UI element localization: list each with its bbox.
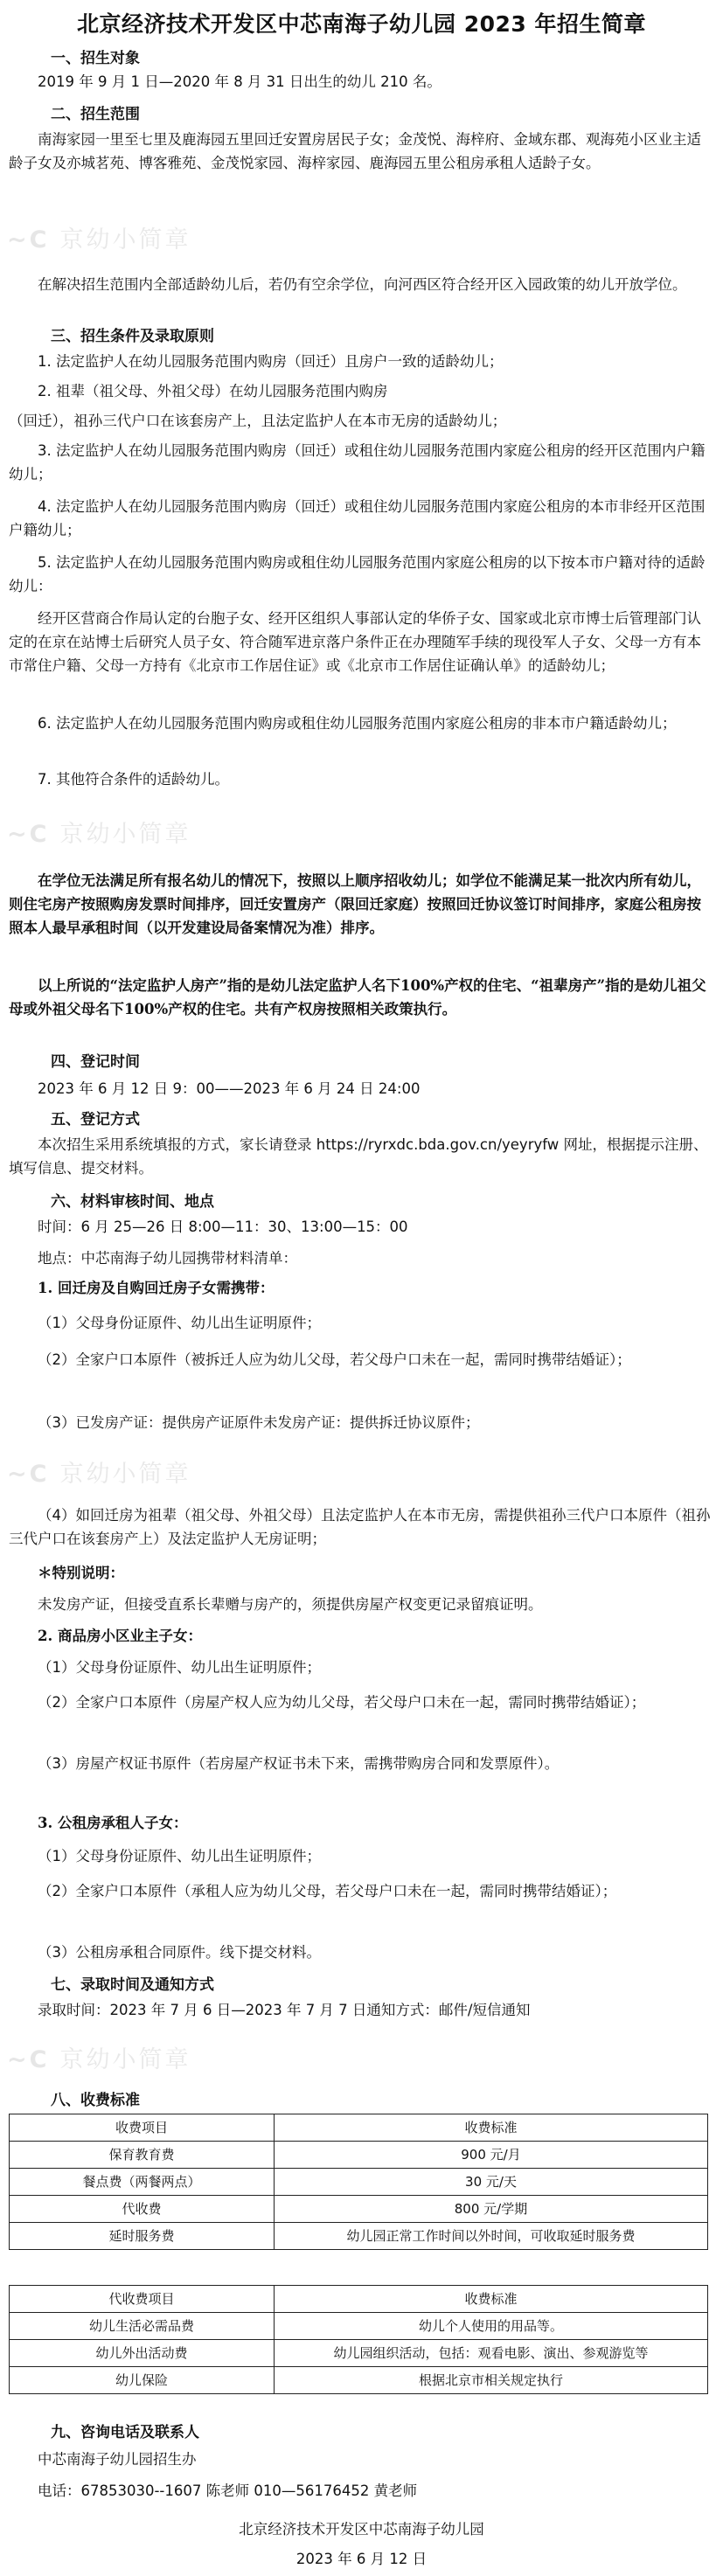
table-row xyxy=(10,2313,708,2340)
table-row xyxy=(10,2223,708,2250)
page-title: 北京经济技术开发区中芯南海子幼儿园 2023 年招生简章 xyxy=(77,11,646,37)
table-cell: 延时服务费 xyxy=(10,2223,275,2250)
table-cell: 幼儿生活必需品费 xyxy=(10,2313,275,2340)
condition-item: （回迁），祖孙三代户口在该套房产上，且法定监护人在本市无房的适龄幼儿； xyxy=(9,413,507,429)
table-cell: 幼儿园正常工作时间以外时间，可收取延时服务费 xyxy=(275,2223,708,2250)
section-heading-admission-notice: 七、录取时间及通知方式 xyxy=(51,1976,214,1994)
section-heading-registration-time: 四、登记时间 xyxy=(51,1053,140,1071)
special-note-text: 未发房产证，但接受直系长辈赠与房产的，须提供房屋产权变更记录留痕证明。 xyxy=(38,1596,543,1613)
table-cell: 保育教育费 xyxy=(10,2142,275,2169)
table-cell: 幼儿外出活动费 xyxy=(10,2340,275,2367)
table-cell: 餐点费（两餐两点） xyxy=(10,2169,275,2196)
condition-item: 5. 法定监护人在幼儿园服务范围内购房或租住幼儿园服务范围内家庭公租房的以下按本市户籍对待的适龄幼儿： xyxy=(9,554,706,594)
enrollment-scope-extra: 在解决招生范围内全部适龄幼儿后，若仍有空余学位，向河西区符合经开区入园政策的幼儿开放学位。 xyxy=(38,276,687,293)
watermark-text: 京幼小简章 xyxy=(59,821,191,848)
section-heading-contact: 九、咨询电话及联系人 xyxy=(51,2424,199,2441)
watermark xyxy=(7,220,191,254)
watermark-logo-icon: ~C xyxy=(7,1461,50,1488)
review-place-text: 地点：中芯南海子幼儿园携带材料清单： xyxy=(38,1250,297,1267)
material-item: （2）全家户口本原件（承租人应为幼儿父母，若父母户口未在一起，需同时携带结婚证）； xyxy=(38,1883,617,1899)
watermark xyxy=(7,815,191,849)
footer-date: 2023 年 6 月 12 日 xyxy=(295,2551,428,2567)
table-row xyxy=(10,2169,708,2196)
review-time-text: 时间：6 月 25—26 日 8:00—11：30、13:00—15：00 xyxy=(38,1219,408,1235)
footer-org: 北京经济技术开发区中芯南海子幼儿园 xyxy=(239,2521,484,2538)
material-item: （2）全家户口本原件（房屋产权人应为幼儿父母，若父母户口未在一起，需同时携带结婚证）； xyxy=(38,1694,646,1711)
table-row xyxy=(10,2196,708,2223)
table-header-cell: 收费标准 xyxy=(275,2114,708,2142)
table-row xyxy=(10,2367,708,2394)
table-cell: 幼儿保险 xyxy=(10,2367,275,2394)
material-item: （2）全家户口本原件（被拆迁人应为幼儿父母，若父母户口未在一起，需同时携带结婚证）； xyxy=(38,1351,631,1368)
category-title: 3. 公租房承租人子女： xyxy=(38,1815,188,1831)
enrollment-scope-text: 南海家园一里至七里及鹿海园五里回迁安置房居民子女；金茂悦、海梓府、金域东郡、观海苑小区业主适龄子女及亦城茗苑、博客雅苑、金茂悦家园、海梓家园、鹿海园五里公租房承租人适龄子女。 xyxy=(9,131,701,171)
section-heading-registration-method: 五、登记方式 xyxy=(51,1111,140,1128)
table-cell: 代收费 xyxy=(10,2196,275,2223)
section-heading-fees: 八、收费标准 xyxy=(51,2092,140,2109)
table-header-cell: 收费项目 xyxy=(10,2114,275,2142)
section-heading-material-review: 六、材料审核时间、地点 xyxy=(51,1193,214,1211)
watermark-logo-icon: ~C xyxy=(7,2046,50,2073)
fee-table xyxy=(9,2114,708,2250)
category-title: 1. 回迁房及自购回迁房子女需携带： xyxy=(38,1280,275,1296)
table-header-cell: 代收费项目 xyxy=(10,2286,275,2313)
condition-item: 1. 法定监护人在幼儿园服务范围内购房（回迁）且房户一致的适龄幼儿； xyxy=(38,353,504,370)
table-cell: 幼儿个人使用的用品等。 xyxy=(275,2313,708,2340)
table-cell: 900 元/月 xyxy=(275,2142,708,2169)
contact-phone: 电话：67853030--1607 陈老师 010—56176452 黄老师 xyxy=(38,2482,418,2499)
watermark-text: 京幼小简章 xyxy=(59,226,191,253)
special-note-label: ＊特别说明： xyxy=(38,1565,124,1581)
contact-office: 中芯南海子幼儿园招生办 xyxy=(38,2451,197,2468)
table-header-row xyxy=(10,2286,708,2313)
table-row xyxy=(10,2142,708,2169)
watermark-text: 京幼小简章 xyxy=(59,1461,191,1488)
condition-item: 3. 法定监护人在幼儿园服务范围内购房（回迁）或租住幼儿园服务范围内家庭公租房的经开区范围内户籍幼儿； xyxy=(9,442,706,483)
condition-item: 6. 法定监护人在幼儿园服务范围内购房或租住幼儿园服务范围内家庭公租房的非本市户籍适龄幼儿； xyxy=(38,715,677,732)
section-heading-enrollment-target: 一、招生对象 xyxy=(51,50,140,67)
condition-item: 4. 法定监护人在幼儿园服务范围内购房（回迁）或租住幼儿园服务范围内家庭公租房的本市非经开区范围户籍幼儿； xyxy=(9,498,706,538)
admission-order-note: 在学位无法满足所有报名幼儿的情况下，按照以上顺序招收幼儿；如学位不能满足某一批次内所有幼儿，则住宅房产按照购房发票时间排序，回迁安置房产（限回迁家庭）按照回迁协议签订时间排序，家庭公租房按照本人最早承租时间（以开发建设局备案情况为准）排序。 xyxy=(9,872,701,936)
collected-fee-table xyxy=(9,2285,708,2394)
table-cell: 800 元/学期 xyxy=(275,2196,708,2223)
condition-item: 经开区营商合作局认定的台胞子女、经开区组织人事部认定的华侨子女、国家或北京市博士后管理部门认定的在京在站博士后研究人员子女、符合随军进京落户条件正在办理随军手续的现役军人子女、父母一方有本市常住户籍、父母一方持有《北京市工作居住证》或《北京市工作居住证确认单》的适龄幼儿； xyxy=(9,610,701,674)
watermark-logo-icon: ~C xyxy=(7,821,50,848)
material-item: （3）房屋产权证书原件（若房屋产权证书未下来，需携带购房合同和发票原件）。 xyxy=(38,1755,560,1772)
admission-notice-text: 录取时间：2023 年 7 月 6 日—2023 年 7 月 7 日通知方式：邮件/短信通知 xyxy=(38,2002,531,2018)
condition-item: 2. 祖辈（祖父母、外祖父母）在幼儿园服务范围内购房 xyxy=(38,383,388,399)
watermark xyxy=(7,1455,191,1489)
section-heading-conditions: 三、招生条件及录取原则 xyxy=(51,328,214,345)
material-item: （1）父母身份证原件、幼儿出生证明原件； xyxy=(38,1659,321,1676)
material-item: （3）公租房承租合同原件。线下提交材料。 xyxy=(38,1944,321,1961)
material-item: （1）父母身份证原件、幼儿出生证明原件； xyxy=(38,1848,321,1864)
material-item: （4）如回迁房为祖辈（祖父母、外祖父母）且法定监护人在本市无房，需提供祖孙三代户口本原件（祖孙三代户口在该套房产上）及法定监护人无房证明； xyxy=(9,1507,711,1547)
condition-item: 7. 其他符合条件的适龄幼儿。 xyxy=(38,771,229,788)
registration-time-text: 2023 年 6 月 12 日 9：00——2023 年 6 月 24 日 24:00 xyxy=(38,1080,421,1097)
table-cell: 幼儿园组织活动，包括：观看电影、演出、参观游览等 xyxy=(275,2340,708,2367)
material-item: （1）父母身份证原件、幼儿出生证明原件； xyxy=(38,1315,321,1331)
enrollment-target-text: 2019 年 9 月 1 日—2020 年 8 月 31 日出生的幼儿 210 名。 xyxy=(38,73,441,90)
registration-method-text: 本次招生采用系统填报的方式，家长请登录 https://ryrxdc.bda.gov.cn/yeyryfw 网址，根据提示注册、填写信息、提交材料。 xyxy=(9,1136,708,1177)
property-definition-note: 以上所说的“法定监护人房产”指的是幼儿法定监护人名下100%产权的住宅、“祖辈房产”指的是幼儿祖父母或外祖父母名下100%产权的住宅。共有产权房按照相关政策执行。 xyxy=(9,977,706,1017)
watermark-logo-icon: ~C xyxy=(7,226,50,253)
table-header-cell: 收费标准 xyxy=(275,2286,708,2313)
watermark-text: 京幼小简章 xyxy=(59,2046,191,2073)
table-row xyxy=(10,2340,708,2367)
table-header-row xyxy=(10,2114,708,2142)
table-cell: 根据北京市相关规定执行 xyxy=(275,2367,708,2394)
material-item: （3）已发房产证：提供房产证原件未发房产证：提供拆迁协议原件； xyxy=(38,1414,480,1431)
watermark xyxy=(7,2040,191,2074)
section-heading-enrollment-scope: 二、招生范围 xyxy=(51,106,140,123)
category-title: 2. 商品房小区业主子女： xyxy=(38,1628,202,1644)
table-cell: 30 元/天 xyxy=(275,2169,708,2196)
